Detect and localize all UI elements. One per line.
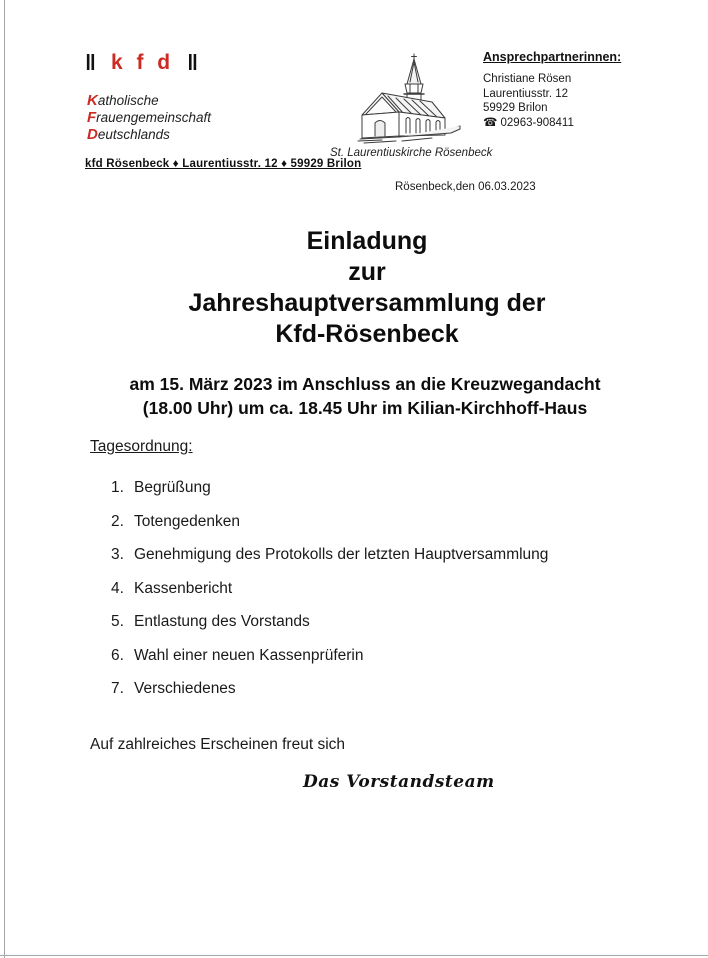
org-line [87,92,211,109]
logo-bar-left: ‖ [85,50,98,75]
signature: Das Vorstandsteam [303,772,495,792]
agenda-item-number: 2. [111,512,124,530]
org-line [87,126,211,143]
agenda-item-text: Totengedenken [134,512,241,530]
church-caption: St. Laurentiuskirche Rösenbeck [330,147,493,159]
agenda-item [111,646,548,666]
agenda-item-number: 4. [111,579,124,597]
agenda-item-text: Genehmigung des Protokolls der letzten Hauptversammlung [134,546,549,563]
kfd-logo [85,50,200,76]
agenda-item-text: Wahl einer neuen Kassenprüferin [134,646,364,664]
page-edge-left [4,0,5,958]
org-rest: rauengemeinschaft [96,110,211,125]
agenda-item-text: Entlastung des Vorstands [134,613,310,630]
agenda-item [111,512,548,532]
agenda-item-number: 6. [111,646,124,664]
agenda-item [111,679,548,699]
agenda-item [111,478,548,498]
agenda-item-number: 5. [111,613,124,630]
sender-address-line: kfd Rösenbeck ♦ Laurentiusstr. 12 ♦ 59929 Brilon [85,158,362,170]
event-details-line-2: (18.00 Uhr) um ca. 18.45 Uhr im Kilian-Kirchhoff-Haus [142,398,588,418]
logo-acronym: k f d [110,51,175,74]
church-illustration [352,53,468,145]
org-initial: K [87,92,98,109]
event-details-line-1: am 15. März 2023 im Anschluss an die Kreuzwegandacht [129,374,601,394]
title-line-3: Jahreshauptversammlung der [188,289,546,317]
title-line-1: Einladung [306,227,428,255]
agenda-item-number: 3. [111,546,124,563]
agenda-item-number: 1. [111,479,124,496]
contact-name: Christiane Rösen [483,72,572,85]
logo-bar-right: ‖ [187,50,201,75]
contact-street: Laurentiusstr. 12 [483,87,569,100]
closing-line: Auf zahlreiches Erscheinen freut sich [90,736,346,753]
contact-city: 59929 Brilon [483,102,548,115]
contact-phone: ☎ 02963-908411 [483,117,574,130]
agenda-item [111,612,548,632]
dateline: Rösenbeck,den 06.03.2023 [395,181,536,193]
contact-block [483,50,621,131]
agenda-item-text: Begrüßung [134,479,211,496]
agenda-item [111,545,548,565]
title-line-2: zur [348,258,386,286]
title-line-4: Kfd-Rösenbeck [275,320,459,348]
agenda-item [111,579,548,599]
org-rest: atholische [97,93,159,108]
agenda-item-number: 7. [111,680,124,697]
contact-heading: Ansprechpartnerinnen: [483,50,622,64]
agenda-list [111,478,548,713]
organization-name [87,92,211,143]
agenda-item-text: Kassenbericht [134,579,233,597]
agenda-heading: Tagesordnung: [90,438,193,455]
org-rest: eutschlands [97,127,170,142]
org-line [87,109,211,126]
page-edge-bottom [0,955,708,956]
agenda-item-text: Verschiedenes [134,680,236,697]
org-initial: D [87,126,98,143]
event-details [0,372,708,420]
org-initial: F [87,109,97,126]
invitation-title [0,226,708,350]
